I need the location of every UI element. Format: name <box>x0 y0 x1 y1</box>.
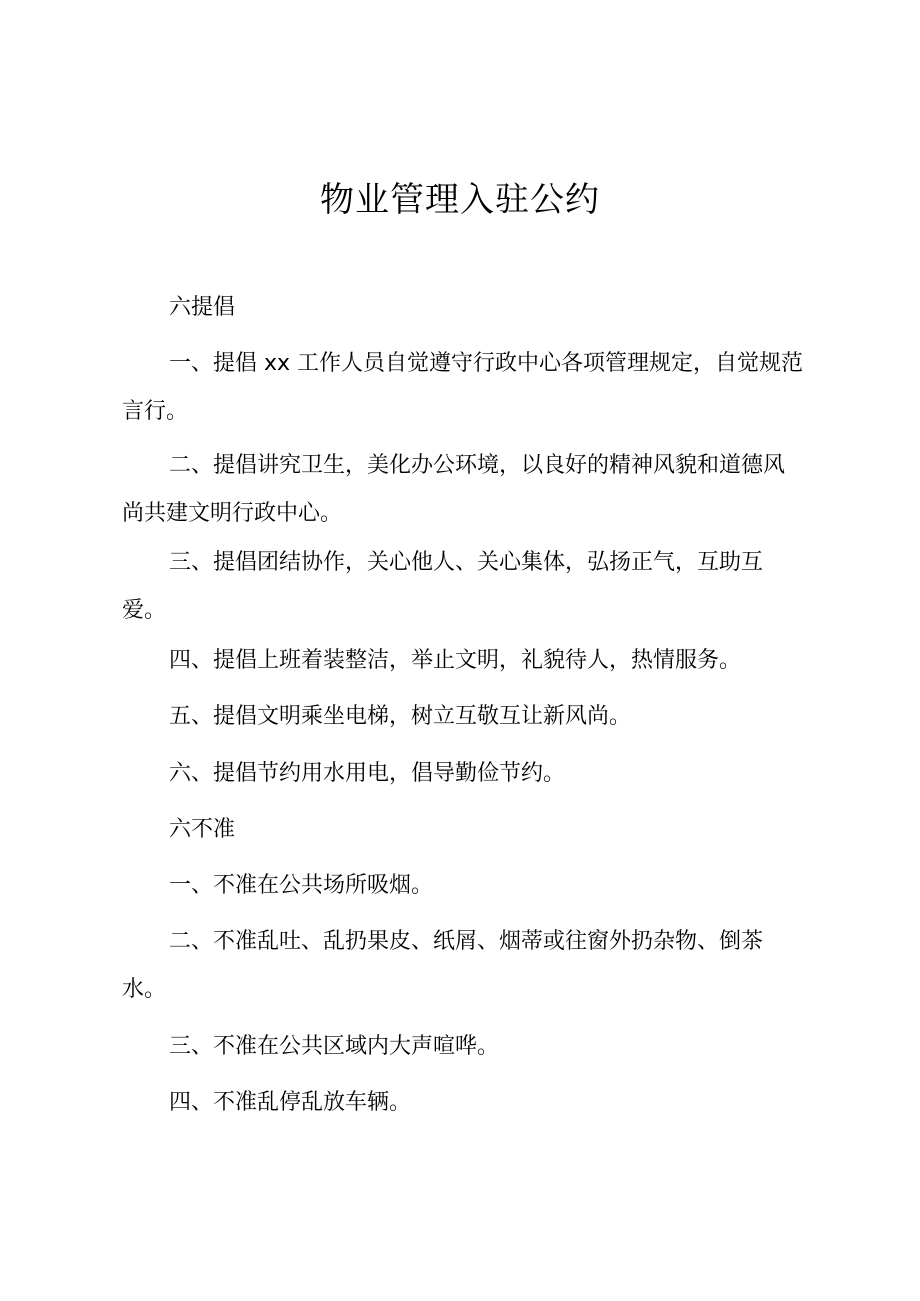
paragraph-advocate-3: 三、提倡团结协作，关心他人、关心集体，弘扬正气，互助互爱。 <box>122 550 764 623</box>
paragraph-prohibit-2: 二、不准乱吐、乱扔果皮、纸屑、烟蒂或往窗外扔杂物、倒茶水。 <box>122 929 764 1002</box>
section-heading-prohibit: 六不准 <box>169 817 236 842</box>
document-title: 物业管理入驻公约 <box>320 180 600 220</box>
paragraph-advocate-2: 二、提倡讲究卫生，美化办公环境，以良好的精神风貌和道德风尚共建文明行政中心。 <box>122 453 786 526</box>
section-heading-advocate: 六提倡 <box>169 295 236 320</box>
paragraph-advocate-1: 一、提倡 xx 工作人员自觉遵守行政中心各项管理规定，自觉规范言行。 <box>122 351 804 424</box>
paragraph-advocate-4: 四、提倡上班着装整洁，举止文明，礼貌待人，热情服务。 <box>169 648 742 673</box>
paragraph-advocate-6: 六、提倡节约用水用电，倡导勤俭节约。 <box>169 761 566 786</box>
paragraph-prohibit-1: 一、不准在公共场所吸烟。 <box>169 873 434 898</box>
paragraph-prohibit-4: 四、不准乱停乱放车辆。 <box>169 1090 412 1115</box>
paragraph-prohibit-3: 三、不准在公共区域内大声喧哗。 <box>169 1034 500 1059</box>
paragraph-advocate-5: 五、提倡文明乘坐电梯，树立互敬互让新风尚。 <box>169 704 632 729</box>
